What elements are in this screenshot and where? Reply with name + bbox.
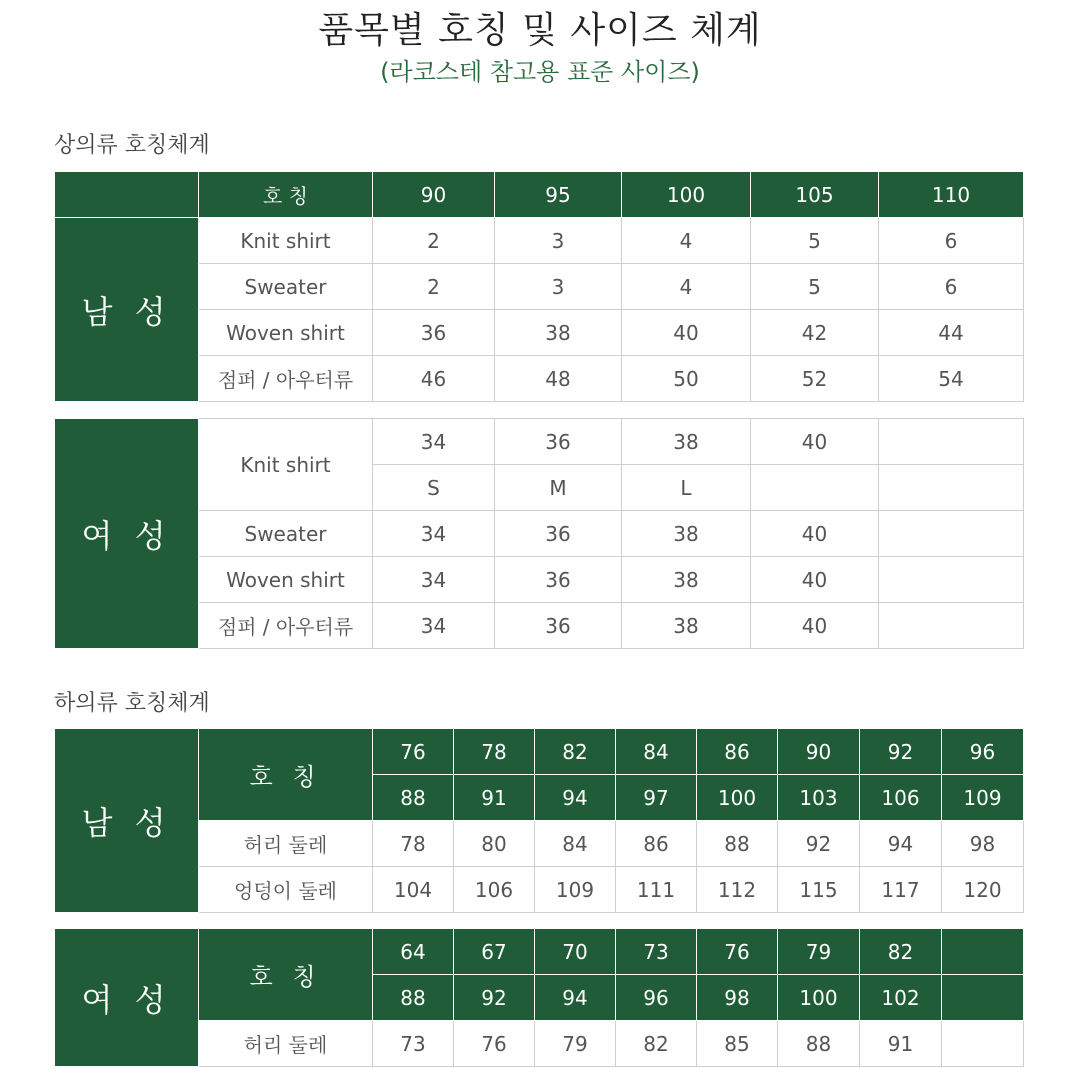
page-subtitle: (라코스테 참고용 표준 사이즈) xyxy=(380,58,700,86)
size-cell: 38 xyxy=(622,419,751,465)
size-cell: 5 xyxy=(751,218,879,264)
size-cell: 38 xyxy=(622,603,751,649)
item-label: 점퍼 / 아우터류 xyxy=(199,603,373,649)
size-cell: 50 xyxy=(622,356,751,402)
header-size: 88 xyxy=(373,775,454,821)
header-size: 82 xyxy=(535,729,616,775)
size-cell: 36 xyxy=(373,310,495,356)
header-size: 92 xyxy=(860,729,942,775)
table-header-row xyxy=(55,729,1024,775)
size-letter-cell: S xyxy=(373,465,495,511)
size-cell: 85 xyxy=(697,1021,778,1067)
header-size: 70 xyxy=(535,929,616,975)
size-letter-cell xyxy=(751,465,879,511)
size-cell: 44 xyxy=(879,310,1024,356)
header-size: 100 xyxy=(622,172,751,218)
size-cell: 98 xyxy=(942,821,1024,867)
item-label: 허리 둘레 xyxy=(199,821,373,867)
table-row xyxy=(55,511,1024,557)
table-row xyxy=(55,821,1024,867)
size-letter-cell xyxy=(879,465,1024,511)
size-cell: 40 xyxy=(751,419,879,465)
size-cell: 115 xyxy=(778,867,860,913)
header-name: 호 칭 xyxy=(199,172,373,218)
size-cell: 42 xyxy=(751,310,879,356)
header-size: 91 xyxy=(454,775,535,821)
item-label: 허리 둘레 xyxy=(199,1021,373,1067)
header-size: 96 xyxy=(942,729,1024,775)
header-size: 95 xyxy=(495,172,622,218)
size-cell: 36 xyxy=(495,419,622,465)
item-label: 엉덩이 둘레 xyxy=(199,867,373,913)
size-cell: 120 xyxy=(942,867,1024,913)
size-cell: 52 xyxy=(751,356,879,402)
size-cell xyxy=(942,1021,1024,1067)
tops-section-label: 상의류 호칭체계 xyxy=(54,133,210,158)
size-cell: 4 xyxy=(622,218,751,264)
size-cell: 104 xyxy=(373,867,454,913)
table-row xyxy=(55,1021,1024,1067)
size-cell: 34 xyxy=(373,419,495,465)
size-cell: 6 xyxy=(879,264,1024,310)
size-cell: 40 xyxy=(622,310,751,356)
tops-women-table xyxy=(54,418,1024,649)
header-size: 92 xyxy=(454,975,535,1021)
size-letter-cell: M xyxy=(495,465,622,511)
size-cell: 76 xyxy=(454,1021,535,1067)
size-letter-cell: L xyxy=(622,465,751,511)
header-size xyxy=(942,929,1024,975)
size-cell: 92 xyxy=(778,821,860,867)
header-size: 102 xyxy=(860,975,942,1021)
item-label: 점퍼 / 아우터류 xyxy=(199,356,373,402)
header-size: 64 xyxy=(373,929,454,975)
size-cell: 82 xyxy=(616,1021,697,1067)
group-label-men: 남 성 xyxy=(55,729,199,913)
header-name: 호 칭 xyxy=(199,729,373,821)
header-size: 100 xyxy=(697,775,778,821)
item-label: Woven shirt xyxy=(199,310,373,356)
size-cell: 40 xyxy=(751,557,879,603)
size-cell: 48 xyxy=(495,356,622,402)
size-cell xyxy=(879,557,1024,603)
size-cell: 79 xyxy=(535,1021,616,1067)
size-cell: 3 xyxy=(495,218,622,264)
size-cell: 106 xyxy=(454,867,535,913)
item-label: Woven shirt xyxy=(199,557,373,603)
size-cell: 46 xyxy=(373,356,495,402)
header-size: 105 xyxy=(751,172,879,218)
size-cell: 2 xyxy=(373,264,495,310)
size-cell: 36 xyxy=(495,603,622,649)
header-size: 67 xyxy=(454,929,535,975)
bottoms-men-table xyxy=(54,728,1024,913)
size-cell: 3 xyxy=(495,264,622,310)
table-row xyxy=(55,218,1024,264)
size-cell: 6 xyxy=(879,218,1024,264)
header-size: 86 xyxy=(697,729,778,775)
header-size xyxy=(942,975,1024,1021)
table-row xyxy=(55,310,1024,356)
size-cell: 91 xyxy=(860,1021,942,1067)
table-row xyxy=(55,264,1024,310)
size-cell: 34 xyxy=(373,603,495,649)
size-cell: 88 xyxy=(778,1021,860,1067)
size-cell: 94 xyxy=(860,821,942,867)
tops-men-table xyxy=(54,171,1024,402)
size-cell: 86 xyxy=(616,821,697,867)
header-size: 76 xyxy=(373,729,454,775)
size-cell xyxy=(879,511,1024,557)
size-cell: 36 xyxy=(495,557,622,603)
group-label-men: 남 성 xyxy=(55,218,199,402)
size-cell: 112 xyxy=(697,867,778,913)
header-size: 96 xyxy=(616,975,697,1021)
size-cell xyxy=(879,419,1024,465)
group-label-women: 여 성 xyxy=(55,419,199,649)
size-cell: 38 xyxy=(622,557,751,603)
header-size: 94 xyxy=(535,975,616,1021)
table-row xyxy=(55,557,1024,603)
size-cell: 111 xyxy=(616,867,697,913)
size-cell: 36 xyxy=(495,511,622,557)
header-size: 106 xyxy=(860,775,942,821)
item-label: Sweater xyxy=(199,264,373,310)
header-corner xyxy=(55,172,199,218)
bottoms-women-table xyxy=(54,928,1024,1067)
table-header-row xyxy=(55,929,1024,975)
size-cell: 78 xyxy=(373,821,454,867)
header-size: 103 xyxy=(778,775,860,821)
header-size: 73 xyxy=(616,929,697,975)
header-size: 98 xyxy=(697,975,778,1021)
size-cell: 40 xyxy=(751,511,879,557)
item-label: Knit shirt xyxy=(199,218,373,264)
table-row xyxy=(55,356,1024,402)
page-title: 품목별 호칭 및 사이즈 체계 xyxy=(318,10,762,51)
size-cell: 40 xyxy=(751,603,879,649)
size-cell xyxy=(879,603,1024,649)
header-size: 100 xyxy=(778,975,860,1021)
header-name: 호 칭 xyxy=(199,929,373,1021)
header-size: 90 xyxy=(373,172,495,218)
size-cell: 109 xyxy=(535,867,616,913)
group-label-women: 여 성 xyxy=(55,929,199,1067)
header-size: 109 xyxy=(942,775,1024,821)
item-label: Knit shirt xyxy=(199,419,373,511)
size-cell: 38 xyxy=(495,310,622,356)
size-cell: 84 xyxy=(535,821,616,867)
table-row xyxy=(55,419,1024,465)
size-cell: 54 xyxy=(879,356,1024,402)
size-cell: 38 xyxy=(622,511,751,557)
size-cell: 80 xyxy=(454,821,535,867)
size-cell: 88 xyxy=(697,821,778,867)
size-cell: 73 xyxy=(373,1021,454,1067)
header-size: 79 xyxy=(778,929,860,975)
table-row xyxy=(55,603,1024,649)
header-size: 90 xyxy=(778,729,860,775)
header-size: 110 xyxy=(879,172,1024,218)
header-size: 78 xyxy=(454,729,535,775)
item-label: Sweater xyxy=(199,511,373,557)
size-cell: 117 xyxy=(860,867,942,913)
size-cell: 4 xyxy=(622,264,751,310)
header-size: 97 xyxy=(616,775,697,821)
size-cell: 34 xyxy=(373,511,495,557)
bottoms-section-label: 하의류 호칭체계 xyxy=(54,691,210,716)
header-size: 94 xyxy=(535,775,616,821)
table-row xyxy=(55,867,1024,913)
header-size: 76 xyxy=(697,929,778,975)
table-header-row xyxy=(55,172,1024,218)
size-cell: 5 xyxy=(751,264,879,310)
size-cell: 34 xyxy=(373,557,495,603)
header-size: 88 xyxy=(373,975,454,1021)
size-cell: 2 xyxy=(373,218,495,264)
header-size: 84 xyxy=(616,729,697,775)
header-size: 82 xyxy=(860,929,942,975)
